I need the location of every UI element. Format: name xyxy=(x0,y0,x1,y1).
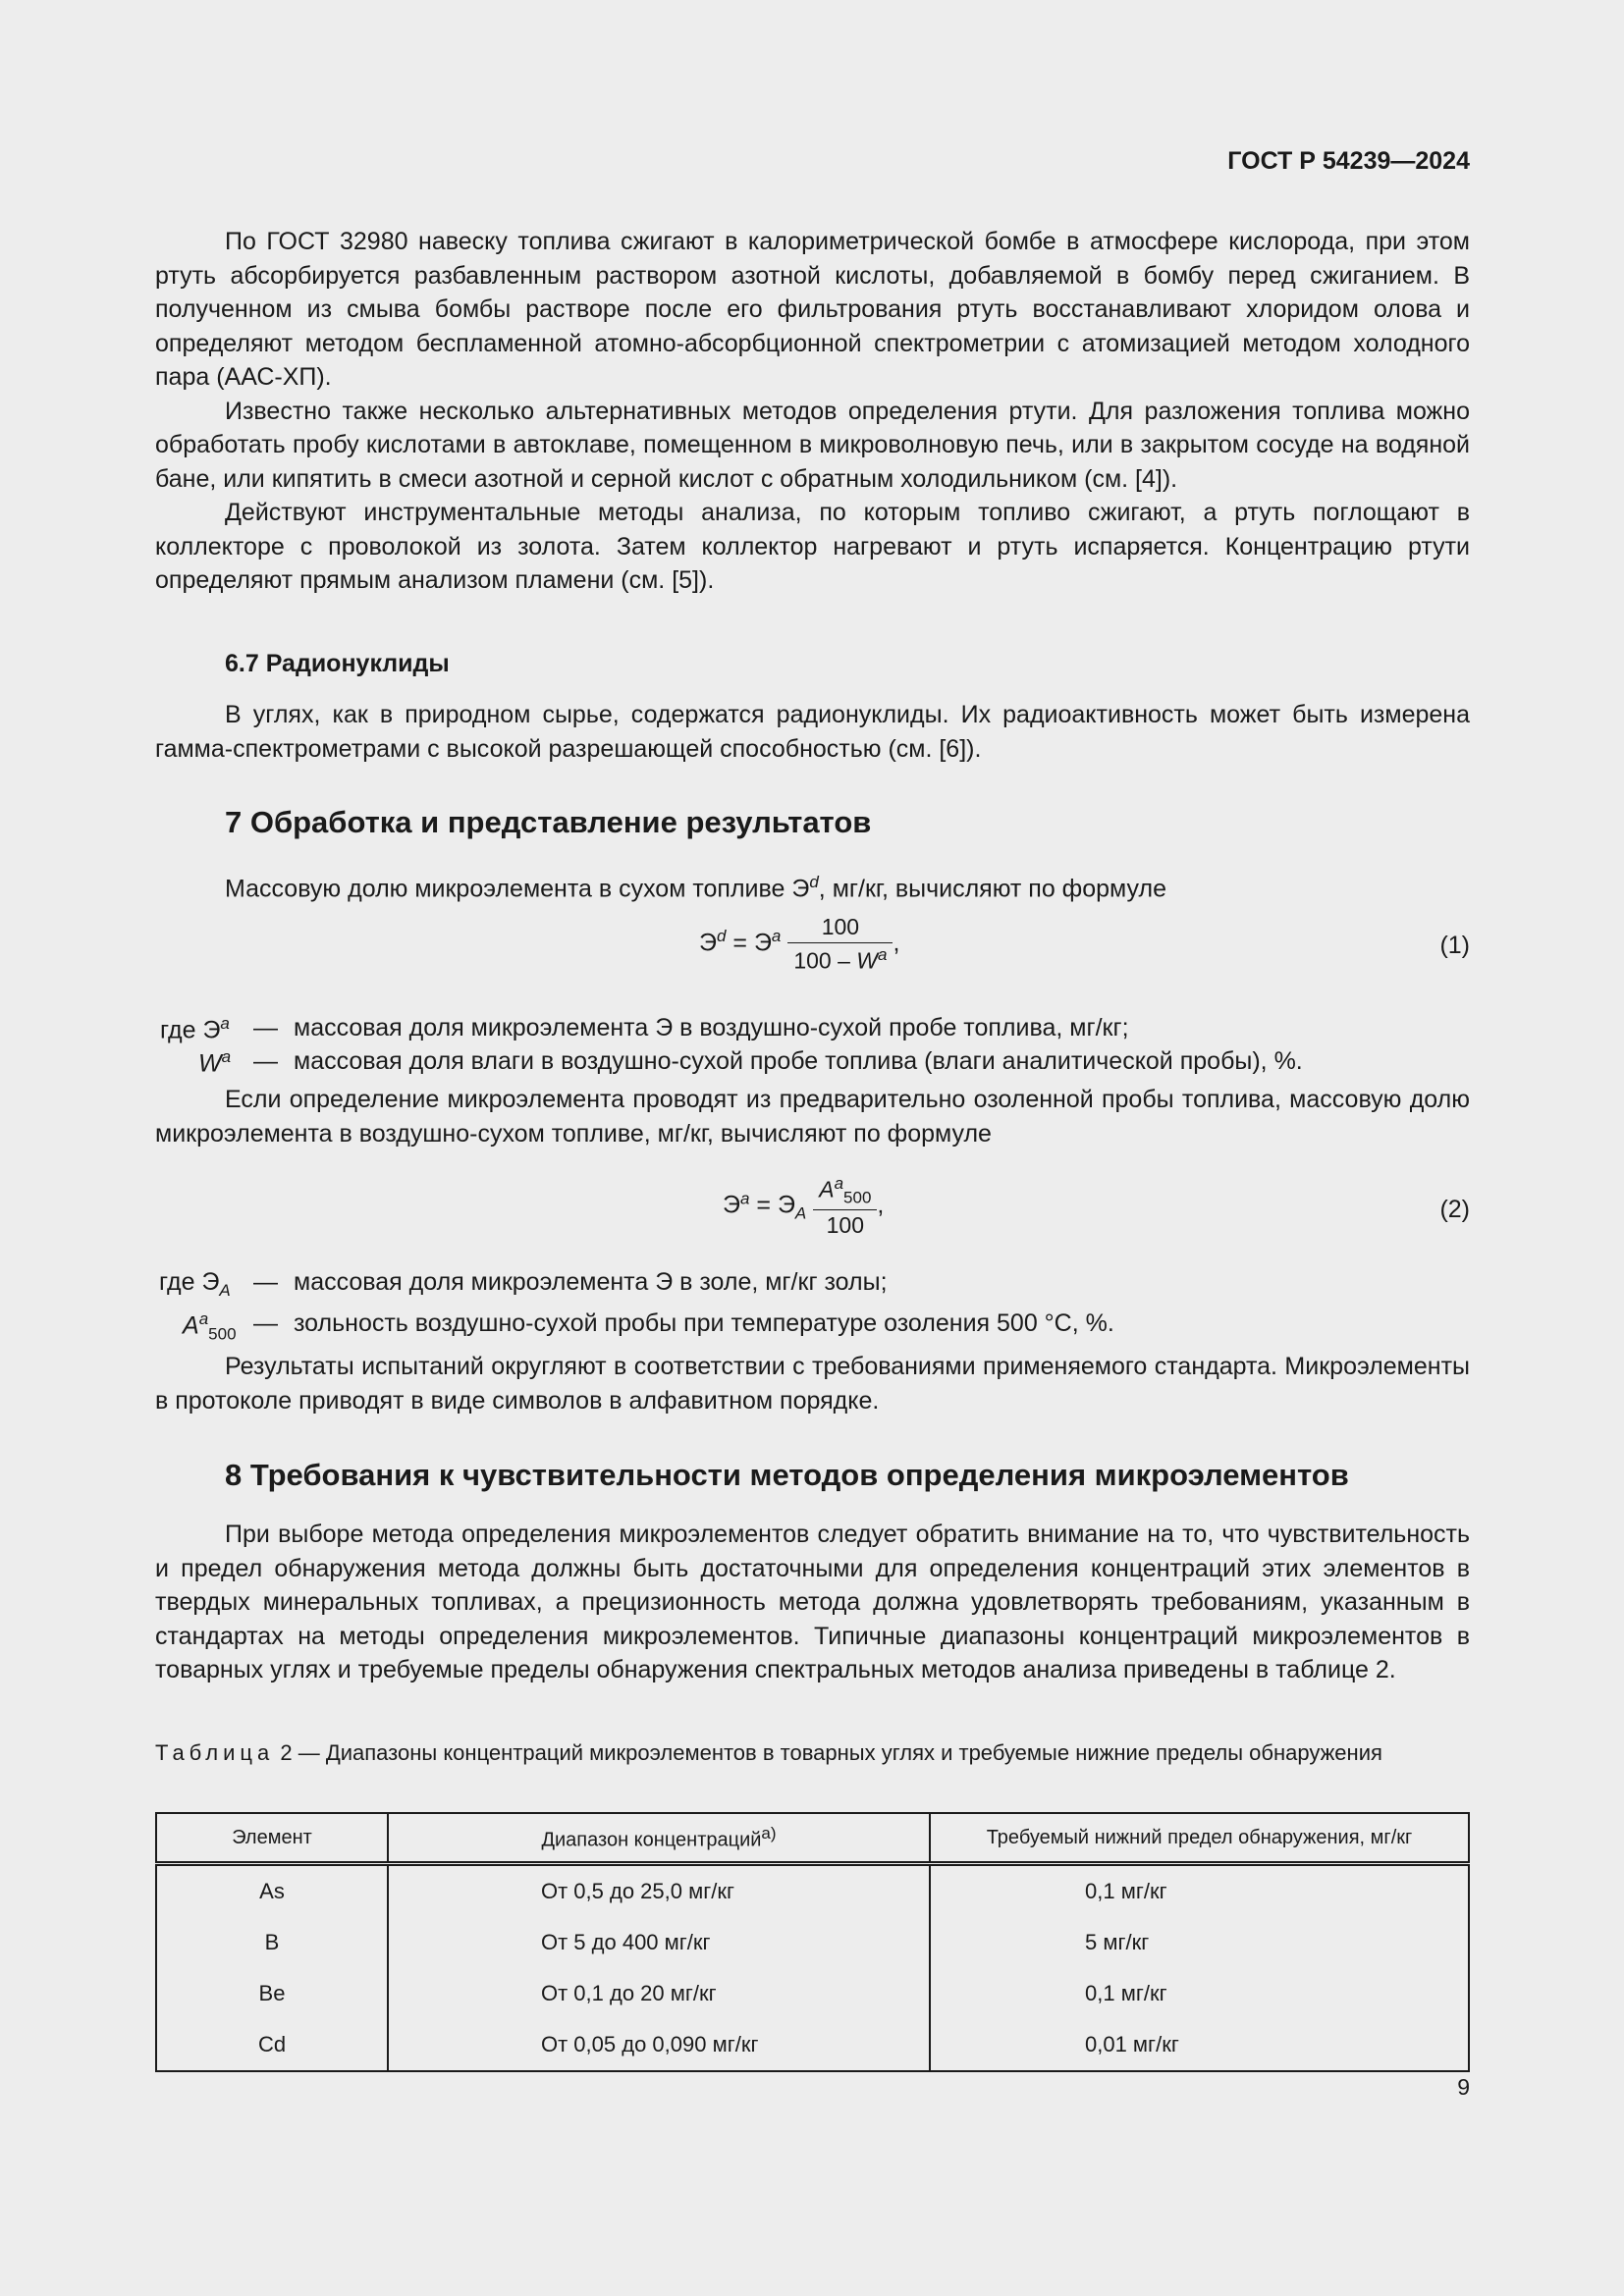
legend-row: $W^a$ — массовая доля влаги в воздушно-сухой пробе топлива (влаги аналитической пробы), %. xyxy=(198,1047,1303,1078)
section-8-text xyxy=(155,1518,1470,1687)
legend-row: где $Э^a$ — массовая доля микроэлемента Э в воздушно-сухой пробе топлива, мг/кг; xyxy=(160,1014,1129,1044)
range-cell: От 5 до 400 мг/кг xyxy=(388,1917,930,1968)
element-cell: B xyxy=(156,1917,388,1968)
formula-2 xyxy=(155,1174,1470,1243)
element-cell: Cd xyxy=(156,2019,388,2071)
limit-cell: 5 мг/кг xyxy=(930,1917,1469,1968)
range-cell: От 0,5 до 25,0 мг/кг xyxy=(388,1864,930,1918)
limit-cell: 0,01 мг/кг xyxy=(930,2019,1469,2071)
fraction: $\frac{100}{100 - W^a}$ xyxy=(787,914,893,975)
paragraph: При выборе метода определения микроэлементов следует обратить внимание на то, что чувствительность и предел обнаружения метода должны быть достаточными для определения концентраций этих элементов в твердых минеральных топливах, а прецизионность метода должна удовлетворять требованиям, указанным в стандартах на методы определения микроэлементов. Типичные диапазоны концентраций микроэлементов в товарных углях и требуемые пределы обнаружения спектральных методов анализа приведены в таблице 2. xyxy=(155,1521,1470,1683)
formula-1-expression: $Э^d = Э^a$ $\frac{100}{100 - W^a}$ , xyxy=(699,914,900,974)
legend-row: $A^a_{500}$ — зольность воздушно-сухой пробы при температуре озоления 500 °С, %. xyxy=(183,1309,1114,1344)
column-header: Требуемый нижний предел обнаружения, мг/кг xyxy=(930,1813,1469,1864)
column-header: Диапазон концентраций$^{а)}$ xyxy=(388,1813,930,1864)
table-row xyxy=(156,1864,1469,1918)
formula-number: (1) xyxy=(1439,932,1470,959)
formula-intro xyxy=(155,866,1470,906)
range-cell: От 0,1 до 20 мг/кг xyxy=(388,1968,930,2019)
paragraph: Результаты испытаний округляют в соответствии с требованиями применяемого стандарта. Микроэлементы в протоколе приводят в виде символов в алфавитном порядке. xyxy=(155,1353,1470,1415)
section-heading-8: 8 Требования к чувствительности методов определения микроэлементов xyxy=(225,1458,1349,1492)
formula-number: (2) xyxy=(1439,1196,1470,1223)
standard-designation: ГОСТ Р 54239—2024 xyxy=(1227,147,1470,175)
fraction: $\frac{A^a_{500}}{100}$ xyxy=(813,1174,877,1239)
limit-cell: 0,1 мг/кг xyxy=(930,1864,1469,1918)
element-cell: As xyxy=(156,1864,388,1918)
paragraph: Массовую долю микроэлемента в сухом топливе $Э^d$, мг/кг, вычисляют по формуле xyxy=(225,873,1166,903)
column-header: Элемент xyxy=(156,1813,388,1864)
page-number: 9 xyxy=(1457,2074,1470,2100)
section-heading-7: 7 Обработка и представление результатов xyxy=(225,805,872,839)
table-row xyxy=(156,1917,1469,1968)
paragraph: В углях, как в природном сырье, содержатся радионуклиды. Их радиоактивность может быть измерена гамма-спектрометрами с высокой разрешающей способностью (см. [6]). xyxy=(155,701,1470,763)
table-header-row xyxy=(156,1813,1469,1864)
paragraph: Действуют инструментальные методы анализа, по которым топливо сжигают, а ртуть поглощают в коллекторе с проволокой из золота. Затем коллектор нагревают и ртуть испаряется. Концентрацию ртути определяют прямым анализом пламени (см. [5]). xyxy=(155,499,1470,594)
table-caption: Таблица 2 — Диапазоны концентраций микроэлементов в товарных углях и требуемые нижние пределы обнаружения xyxy=(155,1740,1382,1765)
formula-1 xyxy=(155,914,1470,983)
section-radionuclides-text xyxy=(155,698,1470,766)
table-row xyxy=(156,1968,1469,2019)
limit-cell: 0,1 мг/кг xyxy=(930,1968,1469,2019)
formula-2-intro xyxy=(155,1083,1470,1150)
paragraph: По ГОСТ 32980 навеску топлива сжигают в калориметрической бомбе в атмосфере кислорода, при этом ртуть абсорбируется разбавленным раствором азотной кислоты, добавляемой в бомбу перед сжиганием. В полученном из смыва бомбы растворе после его фильтрования ртуть восстанавливают хлоридом олова и определяют методом беспламенной атомно-абсорбционной спектрометрии с атомизацией методом холодного пара (ААС-ХП). xyxy=(155,228,1470,391)
table-row xyxy=(156,2019,1469,2071)
results-text xyxy=(155,1350,1470,1417)
formula-2-expression: $Э^a = Э_A$ $\frac{A^a_{500}}{100}$ , xyxy=(723,1174,885,1239)
subsection-heading-6-7: 6.7 Радионуклиды xyxy=(225,650,450,677)
element-cell: Be xyxy=(156,1968,388,2019)
formula-1-legend xyxy=(155,1014,1470,1083)
formula-2-legend xyxy=(155,1268,1470,1347)
concentration-table xyxy=(155,1812,1470,2072)
legend-row: где $Э_A$ — массовая доля микроэлемента Э в золе, мг/кг золы; xyxy=(159,1268,888,1300)
paragraph: Известно также несколько альтернативных методов определения ртути. Для разложения топлива можно обработать пробу кислотами в автоклаве, помещенном в микроволновую печь, или в закрытом сосуде на водяной бане, или кипятить в смеси азотной и серной кислот с обратным холодильником (см. [4]). xyxy=(155,397,1470,493)
paragraph: Если определение микроэлемента проводят из предварительно озоленной пробы топлива, массовую долю микроэлемента в воздушно-сухом топливе, мг/кг, вычисляют по формуле xyxy=(155,1086,1470,1148)
range-cell: От 0,05 до 0,090 мг/кг xyxy=(388,2019,930,2071)
section-mercury-text xyxy=(155,225,1470,598)
